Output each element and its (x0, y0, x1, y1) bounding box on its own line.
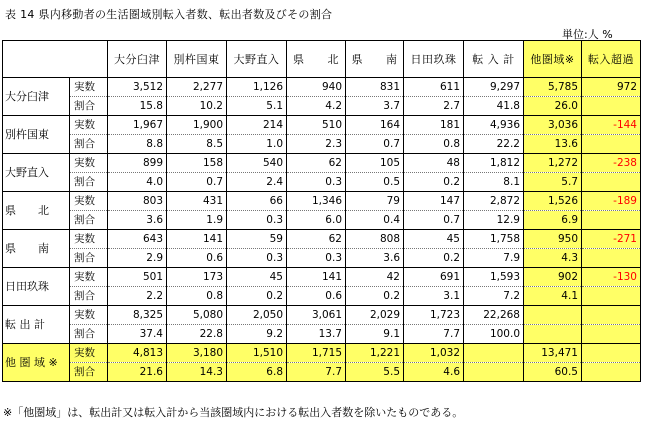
header-cell: 転 入 計 (464, 41, 524, 78)
data-cell: 902 (524, 268, 582, 287)
table-title: 表 14 県内移動者の生活圏域別転入者数、転出者数及びその割合 (5, 8, 333, 21)
table-row (3, 249, 641, 268)
data-cell: 0.7 (404, 211, 464, 230)
row-kind-label: 割合 (70, 211, 108, 230)
table-row (3, 173, 641, 192)
header-cell: 県 南 (346, 41, 404, 78)
data-cell: 22.2 (464, 135, 524, 154)
data-cell: 691 (404, 268, 464, 287)
row-kind-label: 割合 (70, 325, 108, 344)
data-cell: 141 (167, 230, 227, 249)
data-cell: 41.8 (464, 97, 524, 116)
migration-table (2, 40, 641, 382)
data-cell: 0.4 (346, 211, 404, 230)
data-cell: 37.4 (108, 325, 167, 344)
data-cell: 7.7 (404, 325, 464, 344)
data-cell: 59 (227, 230, 287, 249)
data-cell: -130 (582, 268, 641, 287)
data-cell: 0.6 (287, 287, 346, 306)
table-row (3, 211, 641, 230)
data-cell: 4.6 (404, 363, 464, 382)
data-cell: 4,813 (108, 344, 167, 363)
corner-cell (3, 41, 108, 78)
data-cell: 0.3 (287, 249, 346, 268)
data-cell: 1,272 (524, 154, 582, 173)
data-cell: 8.1 (464, 173, 524, 192)
data-cell (582, 173, 641, 192)
data-cell (582, 211, 641, 230)
data-cell: 1.0 (227, 135, 287, 154)
row-kind-label: 実数 (70, 268, 108, 287)
data-cell: 2.2 (108, 287, 167, 306)
data-cell: 1,526 (524, 192, 582, 211)
table-body (3, 41, 641, 382)
table-row (3, 344, 641, 363)
row-label: 他 圏 域 ※ (3, 344, 70, 382)
data-cell: 0.6 (167, 249, 227, 268)
data-cell: 3,061 (287, 306, 346, 325)
data-cell: 1,758 (464, 230, 524, 249)
data-cell: 6.9 (524, 211, 582, 230)
data-cell: 158 (167, 154, 227, 173)
data-cell (582, 97, 641, 116)
data-cell: 0.8 (404, 135, 464, 154)
row-kind-label: 実数 (70, 78, 108, 97)
data-cell: 214 (227, 116, 287, 135)
data-cell: 1,346 (287, 192, 346, 211)
data-cell: 164 (346, 116, 404, 135)
data-cell: 62 (287, 154, 346, 173)
data-cell: 808 (346, 230, 404, 249)
row-label: 日田玖珠 (3, 268, 70, 306)
data-cell: 9,297 (464, 78, 524, 97)
header-cell: 大分臼津 (108, 41, 167, 78)
data-cell: 48 (404, 154, 464, 173)
data-cell: 950 (524, 230, 582, 249)
data-cell: 42 (346, 268, 404, 287)
row-kind-label: 実数 (70, 230, 108, 249)
row-label: 大分臼津 (3, 78, 70, 116)
data-cell: 12.9 (464, 211, 524, 230)
data-cell: 21.6 (108, 363, 167, 382)
data-cell: 3,036 (524, 116, 582, 135)
data-cell: 7.2 (464, 287, 524, 306)
data-cell: -144 (582, 116, 641, 135)
data-cell: 0.2 (404, 173, 464, 192)
table-row (3, 116, 641, 135)
data-cell: 8.8 (108, 135, 167, 154)
row-kind-label: 実数 (70, 192, 108, 211)
row-label: 県 北 (3, 192, 70, 230)
row-kind-label: 実数 (70, 116, 108, 135)
data-cell: 0.3 (227, 249, 287, 268)
data-cell: 9.2 (227, 325, 287, 344)
data-cell: 1,032 (404, 344, 464, 363)
table-row (3, 363, 641, 382)
data-cell: 6.0 (287, 211, 346, 230)
data-cell: 0.7 (167, 173, 227, 192)
data-cell: 2,029 (346, 306, 404, 325)
data-cell: 5.7 (524, 173, 582, 192)
data-cell: -189 (582, 192, 641, 211)
data-cell: 940 (287, 78, 346, 97)
data-cell: 1,510 (227, 344, 287, 363)
data-cell: 0.3 (227, 211, 287, 230)
data-cell: 0.2 (227, 287, 287, 306)
header-row (3, 41, 641, 78)
data-cell: 7.7 (287, 363, 346, 382)
data-cell: 5,785 (524, 78, 582, 97)
data-cell: 4.2 (287, 97, 346, 116)
data-cell: 5,080 (167, 306, 227, 325)
data-cell: 14.3 (167, 363, 227, 382)
data-cell (464, 363, 524, 382)
data-cell: 147 (404, 192, 464, 211)
data-cell: 173 (167, 268, 227, 287)
row-kind-label: 割合 (70, 249, 108, 268)
table-row (3, 306, 641, 325)
data-cell: 2.3 (287, 135, 346, 154)
data-cell: 13.7 (287, 325, 346, 344)
data-cell: 181 (404, 116, 464, 135)
header-cell: 大野直入 (227, 41, 287, 78)
data-cell (582, 135, 641, 154)
data-cell: 501 (108, 268, 167, 287)
data-cell (464, 344, 524, 363)
data-cell: 3,180 (167, 344, 227, 363)
data-cell: 105 (346, 154, 404, 173)
row-label: 大野直入 (3, 154, 70, 192)
table-row (3, 97, 641, 116)
data-cell: 2.4 (227, 173, 287, 192)
data-cell: 79 (346, 192, 404, 211)
data-cell: 3.7 (346, 97, 404, 116)
data-cell: 0.7 (346, 135, 404, 154)
data-cell: 13.6 (524, 135, 582, 154)
data-cell: 3.1 (404, 287, 464, 306)
data-cell: -238 (582, 154, 641, 173)
data-cell (582, 306, 641, 325)
data-cell: 540 (227, 154, 287, 173)
data-cell: 0.3 (287, 173, 346, 192)
data-cell: 0.2 (346, 287, 404, 306)
data-cell (582, 363, 641, 382)
data-cell: 15.8 (108, 97, 167, 116)
data-cell: 100.0 (464, 325, 524, 344)
data-cell: 1,967 (108, 116, 167, 135)
data-cell: 1,812 (464, 154, 524, 173)
footnote: ※「他圏域」は、転出計又は転入計から当該圏域内における転出入者数を除いたものである。 (3, 406, 464, 419)
data-cell: 3,512 (108, 78, 167, 97)
data-cell (582, 325, 641, 344)
data-cell: 4.3 (524, 249, 582, 268)
row-kind-label: 実数 (70, 154, 108, 173)
data-cell: 66 (227, 192, 287, 211)
data-cell: 22.8 (167, 325, 227, 344)
row-kind-label: 実数 (70, 306, 108, 325)
row-label: 県 南 (3, 230, 70, 268)
table-row (3, 192, 641, 211)
header-cell: 県 北 (287, 41, 346, 78)
row-kind-label: 割合 (70, 97, 108, 116)
data-cell: 611 (404, 78, 464, 97)
data-cell: 1,221 (346, 344, 404, 363)
header-cell: 別杵国東 (167, 41, 227, 78)
row-label: 別杵国東 (3, 116, 70, 154)
data-cell: 3.6 (346, 249, 404, 268)
data-cell: 4,936 (464, 116, 524, 135)
data-cell: 141 (287, 268, 346, 287)
data-cell: 1,900 (167, 116, 227, 135)
data-cell: 899 (108, 154, 167, 173)
data-cell: 972 (582, 78, 641, 97)
unit-label: 単位:人 % (562, 28, 613, 41)
header-cell: 他圏域※ (524, 41, 582, 78)
table-row (3, 230, 641, 249)
data-cell: 0.2 (404, 249, 464, 268)
data-cell: 2,277 (167, 78, 227, 97)
data-cell: 2,872 (464, 192, 524, 211)
data-cell: 1.9 (167, 211, 227, 230)
data-cell (582, 344, 641, 363)
data-cell: 510 (287, 116, 346, 135)
data-cell: -271 (582, 230, 641, 249)
table-row (3, 325, 641, 344)
data-cell: 1,593 (464, 268, 524, 287)
data-cell: 8.5 (167, 135, 227, 154)
table-row (3, 268, 641, 287)
row-kind-label: 割合 (70, 287, 108, 306)
data-cell: 643 (108, 230, 167, 249)
data-cell: 2,050 (227, 306, 287, 325)
data-cell: 1,715 (287, 344, 346, 363)
data-cell (582, 249, 641, 268)
data-cell: 45 (404, 230, 464, 249)
data-cell: 5.1 (227, 97, 287, 116)
table-row (3, 78, 641, 97)
data-cell: 22,268 (464, 306, 524, 325)
data-cell: 10.2 (167, 97, 227, 116)
row-kind-label: 割合 (70, 363, 108, 382)
header-cell: 日田玖珠 (404, 41, 464, 78)
header-cell: 転入超過 (582, 41, 641, 78)
data-cell (524, 325, 582, 344)
table-row (3, 135, 641, 154)
data-cell: 803 (108, 192, 167, 211)
data-cell: 2.9 (108, 249, 167, 268)
data-cell: 8,325 (108, 306, 167, 325)
data-cell: 4.0 (108, 173, 167, 192)
data-cell: 4.1 (524, 287, 582, 306)
data-cell: 431 (167, 192, 227, 211)
data-cell (582, 287, 641, 306)
data-cell: 3.6 (108, 211, 167, 230)
data-cell: 13,471 (524, 344, 582, 363)
data-cell: 45 (227, 268, 287, 287)
data-cell: 9.1 (346, 325, 404, 344)
data-cell: 7.9 (464, 249, 524, 268)
data-cell: 0.5 (346, 173, 404, 192)
data-cell: 1,126 (227, 78, 287, 97)
table-row (3, 154, 641, 173)
row-kind-label: 実数 (70, 344, 108, 363)
data-cell: 831 (346, 78, 404, 97)
data-cell: 0.8 (167, 287, 227, 306)
data-cell (524, 306, 582, 325)
data-cell: 1,723 (404, 306, 464, 325)
data-cell: 26.0 (524, 97, 582, 116)
row-kind-label: 割合 (70, 173, 108, 192)
data-cell: 2.7 (404, 97, 464, 116)
data-cell: 62 (287, 230, 346, 249)
data-cell: 5.5 (346, 363, 404, 382)
data-cell: 60.5 (524, 363, 582, 382)
data-cell: 6.8 (227, 363, 287, 382)
row-label: 転 出 計 (3, 306, 70, 344)
row-kind-label: 割合 (70, 135, 108, 154)
table-row (3, 287, 641, 306)
